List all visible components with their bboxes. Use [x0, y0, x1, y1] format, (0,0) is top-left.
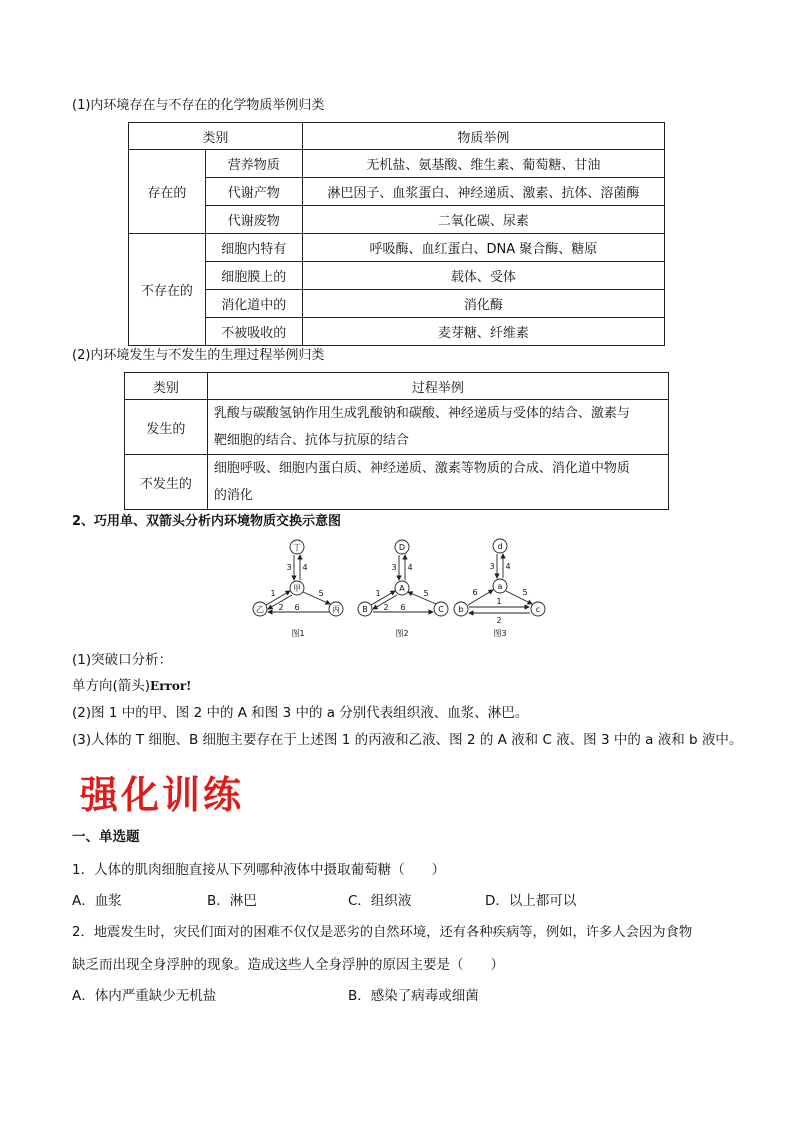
q1-option-d[interactable]: D．以上都可以 — [485, 893, 577, 909]
sub-category: 营养物质 — [205, 150, 302, 178]
arrow-number: 1 — [375, 589, 381, 598]
exchange-diagrams — [240, 536, 560, 644]
node-label: a — [497, 582, 503, 591]
single-choice-heading: 一、单选题 — [72, 829, 140, 845]
arrow-number: 6 — [400, 603, 406, 612]
examples-cell: 无机盐、氨基酸、维生素、葡萄糖、甘油 — [302, 150, 664, 178]
col-category-header: 类别 — [125, 373, 208, 400]
arrow-number: 1 — [270, 589, 276, 598]
arrow-number: 4 — [302, 563, 308, 572]
node-label: 丙 — [332, 605, 340, 614]
node-label: A — [399, 584, 405, 593]
node-label: b — [458, 605, 464, 614]
group-label: 存在的 — [129, 150, 206, 234]
examples-cell: 淋巴因子、血浆蛋白、神经递质、激素、抗体、溶菌酶 — [302, 178, 664, 206]
analysis-line-1: (1)突破口分析： — [72, 652, 173, 668]
examples-cell: 二氧化碳、尿素 — [302, 206, 664, 234]
arrow-number: 2 — [383, 603, 389, 612]
arrow-number: 3 — [286, 563, 292, 572]
process-line: 乳酸与碳酸氢钠作用生成乳酸钠和碳酸、神经递质与受体的结合、激素与 — [213, 406, 630, 421]
examples-cell: 消化酶 — [302, 290, 664, 318]
section1-heading: (1)内环境存在与不存在的化学物质举例归类 — [72, 98, 325, 113]
question-2-stem-line-1: 2．地震发生时，灾民们面对的困难不仅仅是恶劣的自然环境，还有各种疾病等，例如，许多人会因为食物 — [72, 925, 693, 940]
group-label: 不存在的 — [129, 234, 206, 346]
error-text: Error! — [150, 679, 192, 693]
col-examples-header: 过程举例 — [207, 373, 668, 400]
section-heading-2: 2、巧用单、双箭头分析内环境物质交换示意图 — [72, 514, 342, 529]
analysis-line-3: (2)图 1 中的甲、图 2 中的 A 和图 3 中的 a 分别代表组织液、血浆、淋巴。 — [72, 705, 529, 721]
question-1-stem: 1．人体的肌肉细胞直接从下列哪种液体中摄取葡萄糖（ ） — [72, 862, 446, 878]
arrow-number: 6 — [294, 603, 300, 612]
examples-cell: 麦芽糖、纤维素 — [302, 318, 664, 346]
arrow-number: 3 — [489, 562, 495, 571]
sub-category: 细胞内特有 — [205, 234, 302, 262]
node-label: 丁 — [293, 543, 301, 552]
process-cell — [207, 455, 668, 510]
arrow-number: 3 — [391, 563, 397, 572]
group-label: 发生的 — [125, 400, 208, 455]
q2-option-b[interactable]: B．感染了病毒或细菌 — [348, 988, 479, 1004]
figure-caption: 图2 — [395, 629, 409, 638]
analysis-text: 单方向(箭头) — [72, 678, 151, 694]
analysis-line-4: (3)人体的 T 细胞、B 细胞主要存在于上述图 1 的丙液和乙液、图 2 的 A 液和 C 液、图 3 中的 a 液和 b 液中。 — [72, 732, 743, 748]
process-line: 的消化 — [213, 488, 253, 503]
process-line: 细胞呼吸、细胞内蛋白质、神经递质、激素等物质的合成、消化道中物质 — [213, 461, 630, 476]
examples-cell: 载体、受体 — [302, 262, 664, 290]
q1-option-b[interactable]: B．淋巴 — [207, 893, 257, 909]
process-table — [124, 372, 669, 510]
col-examples-header: 物质举例 — [302, 123, 664, 150]
section2-heading: (2)内环境发生与不发生的生理过程举例归类 — [72, 348, 325, 363]
sub-category: 消化道中的 — [205, 290, 302, 318]
process-line: 靶细胞的结合、抗体与抗原的结合 — [213, 433, 409, 448]
node-label: 甲 — [293, 584, 301, 593]
figure-caption: 图1 — [291, 629, 305, 638]
arrow-number: 2 — [278, 603, 284, 612]
arrow-number: 4 — [505, 562, 511, 571]
node-label: B — [362, 605, 368, 614]
arrow-number: 4 — [407, 563, 413, 572]
node-label: c — [535, 605, 541, 614]
node-label: C — [438, 605, 444, 614]
arrow-number: 5 — [423, 589, 429, 598]
sub-category: 细胞膜上的 — [205, 262, 302, 290]
sub-category: 代谢产物 — [205, 178, 302, 206]
sub-category: 代谢废物 — [205, 206, 302, 234]
arrow-number: 6 — [472, 588, 478, 597]
node-label: D — [398, 543, 406, 552]
q1-option-c[interactable]: C．组织液 — [348, 893, 412, 909]
figure-caption: 图3 — [493, 629, 507, 638]
training-title: 强化训练 — [80, 772, 245, 817]
examples-cell: 呼吸酶、血红蛋白、DNA 聚合酶、糖原 — [302, 234, 664, 262]
node-label: 乙 — [256, 605, 264, 614]
arrow-number: 5 — [318, 589, 324, 598]
arrow-number: 5 — [522, 588, 528, 597]
arrow-number: 1 — [496, 597, 502, 606]
q1-option-a[interactable]: A．血浆 — [72, 893, 122, 909]
group-label: 不发生的 — [125, 455, 208, 510]
substance-table — [128, 122, 665, 346]
q2-option-a[interactable]: A．体内严重缺少无机盐 — [72, 988, 217, 1004]
node-label: d — [497, 542, 503, 551]
process-cell — [207, 400, 668, 455]
col-category-header: 类别 — [129, 123, 303, 150]
analysis-line-2 — [72, 676, 191, 696]
sub-category: 不被吸收的 — [205, 318, 302, 346]
question-2-stem-line-2: 缺乏而出现全身浮肿的现象。造成这些人全身浮肿的原因主要是（ ） — [72, 957, 504, 973]
arrow-number: 2 — [496, 616, 502, 625]
